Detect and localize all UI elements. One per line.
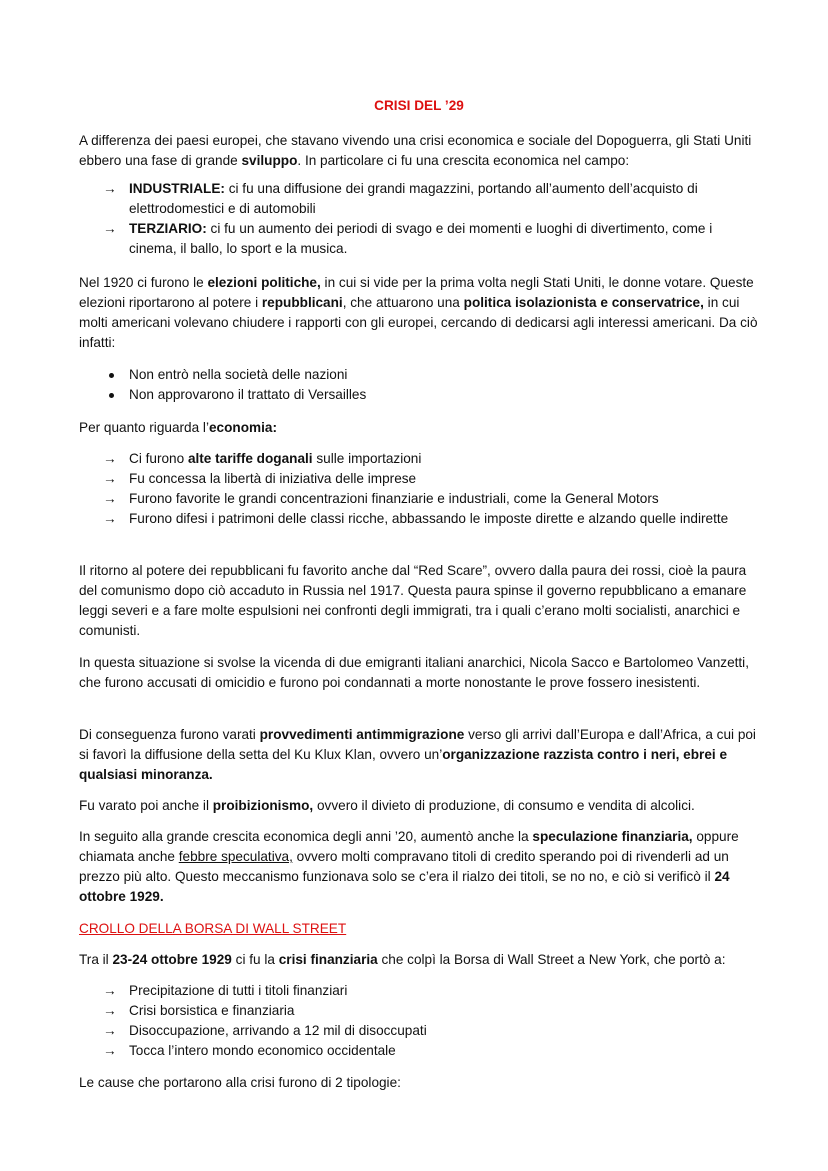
- economy-list: [103, 449, 753, 529]
- economy-intro: Per quanto riguarda l’economia:: [79, 420, 277, 435]
- arrow-icon: →: [103, 451, 117, 466]
- list-item: → TERZIARIO: ci fu un aumento dei periodi di svago e dei momenti e luoghi di divertimento, come i cinema, il ballo, lo sport e la musica.: [103, 221, 713, 256]
- list-item: Non approvarono il trattato di Versailles: [103, 385, 753, 405]
- elections-paragraph: Nel 1920 ci furono le elezioni politiche, in cui si vide per la prima volta negli Stati Uniti, le donne votare. Queste elezioni riportarono al potere i repubblicani, che attuarono una politica isolazionista e conservatrice, in cui molti americani volevano chiudere i rapporti con gli europei, cercando di dedicarsi agli interessi americani. Da ciò infatti:: [79, 275, 758, 350]
- arrow-icon: →: [103, 983, 117, 998]
- section-heading: CROLLO DELLA BORSA DI WALL STREET: [79, 921, 347, 936]
- list-item: → Disoccupazione, arrivando a 12 mil di disoccupati: [103, 1021, 753, 1041]
- arrow-icon: →: [103, 491, 117, 506]
- immigration-paragraph: Di conseguenza furono varati provvedimenti antimmigrazione verso gli arrivi dall’Europa e dall’Africa, a cui poi si favorì la diffusione della setta del Ku Klux Klan, ovvero un’organizzazione razzista contro i neri, ebrei e qualsiasi minoranza.: [79, 727, 756, 782]
- bullet-icon: [109, 393, 114, 398]
- list-item: → INDUSTRIALE: ci fu una diffusione dei grandi magazzini, portando all’aumento dell’acquisto di elettrodomestici e di automobili: [103, 181, 698, 216]
- speculation-paragraph: In seguito alla grande crescita economica degli anni ’20, aumentò anche la speculazione finanziaria, oppure chiamata anche febbre speculativa, ovvero molti compravano titoli di credito sperando poi di rivenderli ad un prezzo più alto. Questo meccanismo funzionava solo se c’era il rialzo dei titoli, se no no, e ciò si verificò il 24 ottobre 1929.: [79, 829, 739, 904]
- consequences-list: [103, 365, 753, 405]
- list-item: → Fu concessa la libertà di iniziativa delle imprese: [103, 469, 753, 489]
- list-item: → Tocca l’intero mondo economico occidentale: [103, 1041, 753, 1061]
- red-scare-paragraph: Il ritorno al potere dei repubblicani fu favorito anche dal “Red Scare”, ovvero dalla paura dei rossi, cioè la paura del comunismo dopo ciò accaduto in Russia nel 1917. Questa paura spinse il governo repubblicano a emanare leggi severi e a fare molte espulsioni nei confronti degli immigrati, tra i quali c’erano molti socialisti, anarchici e comunisti.: [79, 563, 747, 638]
- effects-list: [103, 981, 753, 1061]
- list-item: → Crisi borsistica e finanziaria: [103, 1001, 753, 1021]
- sacco-vanzetti-paragraph: In questa situazione si svolse la vicenda di due emigranti italiani anarchici, Nicola Sacco e Bartolomeo Vanzetti, che furono accusati di omicidio e furono poi condannati a morte nonostante le prove fossero inesistenti.: [79, 655, 749, 690]
- list-item: → Precipitazione di tutti i titoli finanziari: [103, 981, 753, 1001]
- list-item: → Furono difesi i patrimoni delle classi ricche, abbassando le imposte dirette e alzando quelle indirette: [103, 509, 753, 529]
- arrow-icon: →: [103, 471, 117, 486]
- sector-list: [103, 179, 753, 259]
- arrow-icon: →: [103, 1003, 117, 1018]
- list-item: → Ci furono alte tariffe doganali sulle importazioni: [103, 449, 753, 469]
- arrow-icon: →: [103, 221, 117, 236]
- prohibition-paragraph: Fu varato poi anche il proibizionismo, ovvero il divieto di produzione, di consumo e vendita di alcolici.: [79, 798, 695, 813]
- arrow-icon: →: [103, 1043, 117, 1058]
- crash-paragraph: Tra il 23-24 ottobre 1929 ci fu la crisi finanziaria che colpì la Borsa di Wall Street a New York, che portò a:: [79, 952, 726, 967]
- arrow-icon: →: [103, 181, 117, 196]
- intro-paragraph: A differenza dei paesi europei, che stavano vivendo una crisi economica e sociale del Dopoguerra, gli Stati Uniti ebbero una fase di grande sviluppo. In particolare ci fu una crescita economica nel campo:: [79, 133, 752, 168]
- list-item: → Furono favorite le grandi concentrazioni finanziarie e industriali, come la General Motors: [103, 489, 753, 509]
- document-title: CRISI DEL ’29: [374, 98, 464, 113]
- arrow-icon: →: [103, 1023, 117, 1038]
- causes-paragraph: Le cause che portarono alla crisi furono di 2 tipologie:: [79, 1075, 401, 1090]
- bullet-icon: [109, 373, 114, 378]
- arrow-icon: →: [103, 511, 117, 526]
- list-item: Non entrò nella società delle nazioni: [103, 365, 753, 385]
